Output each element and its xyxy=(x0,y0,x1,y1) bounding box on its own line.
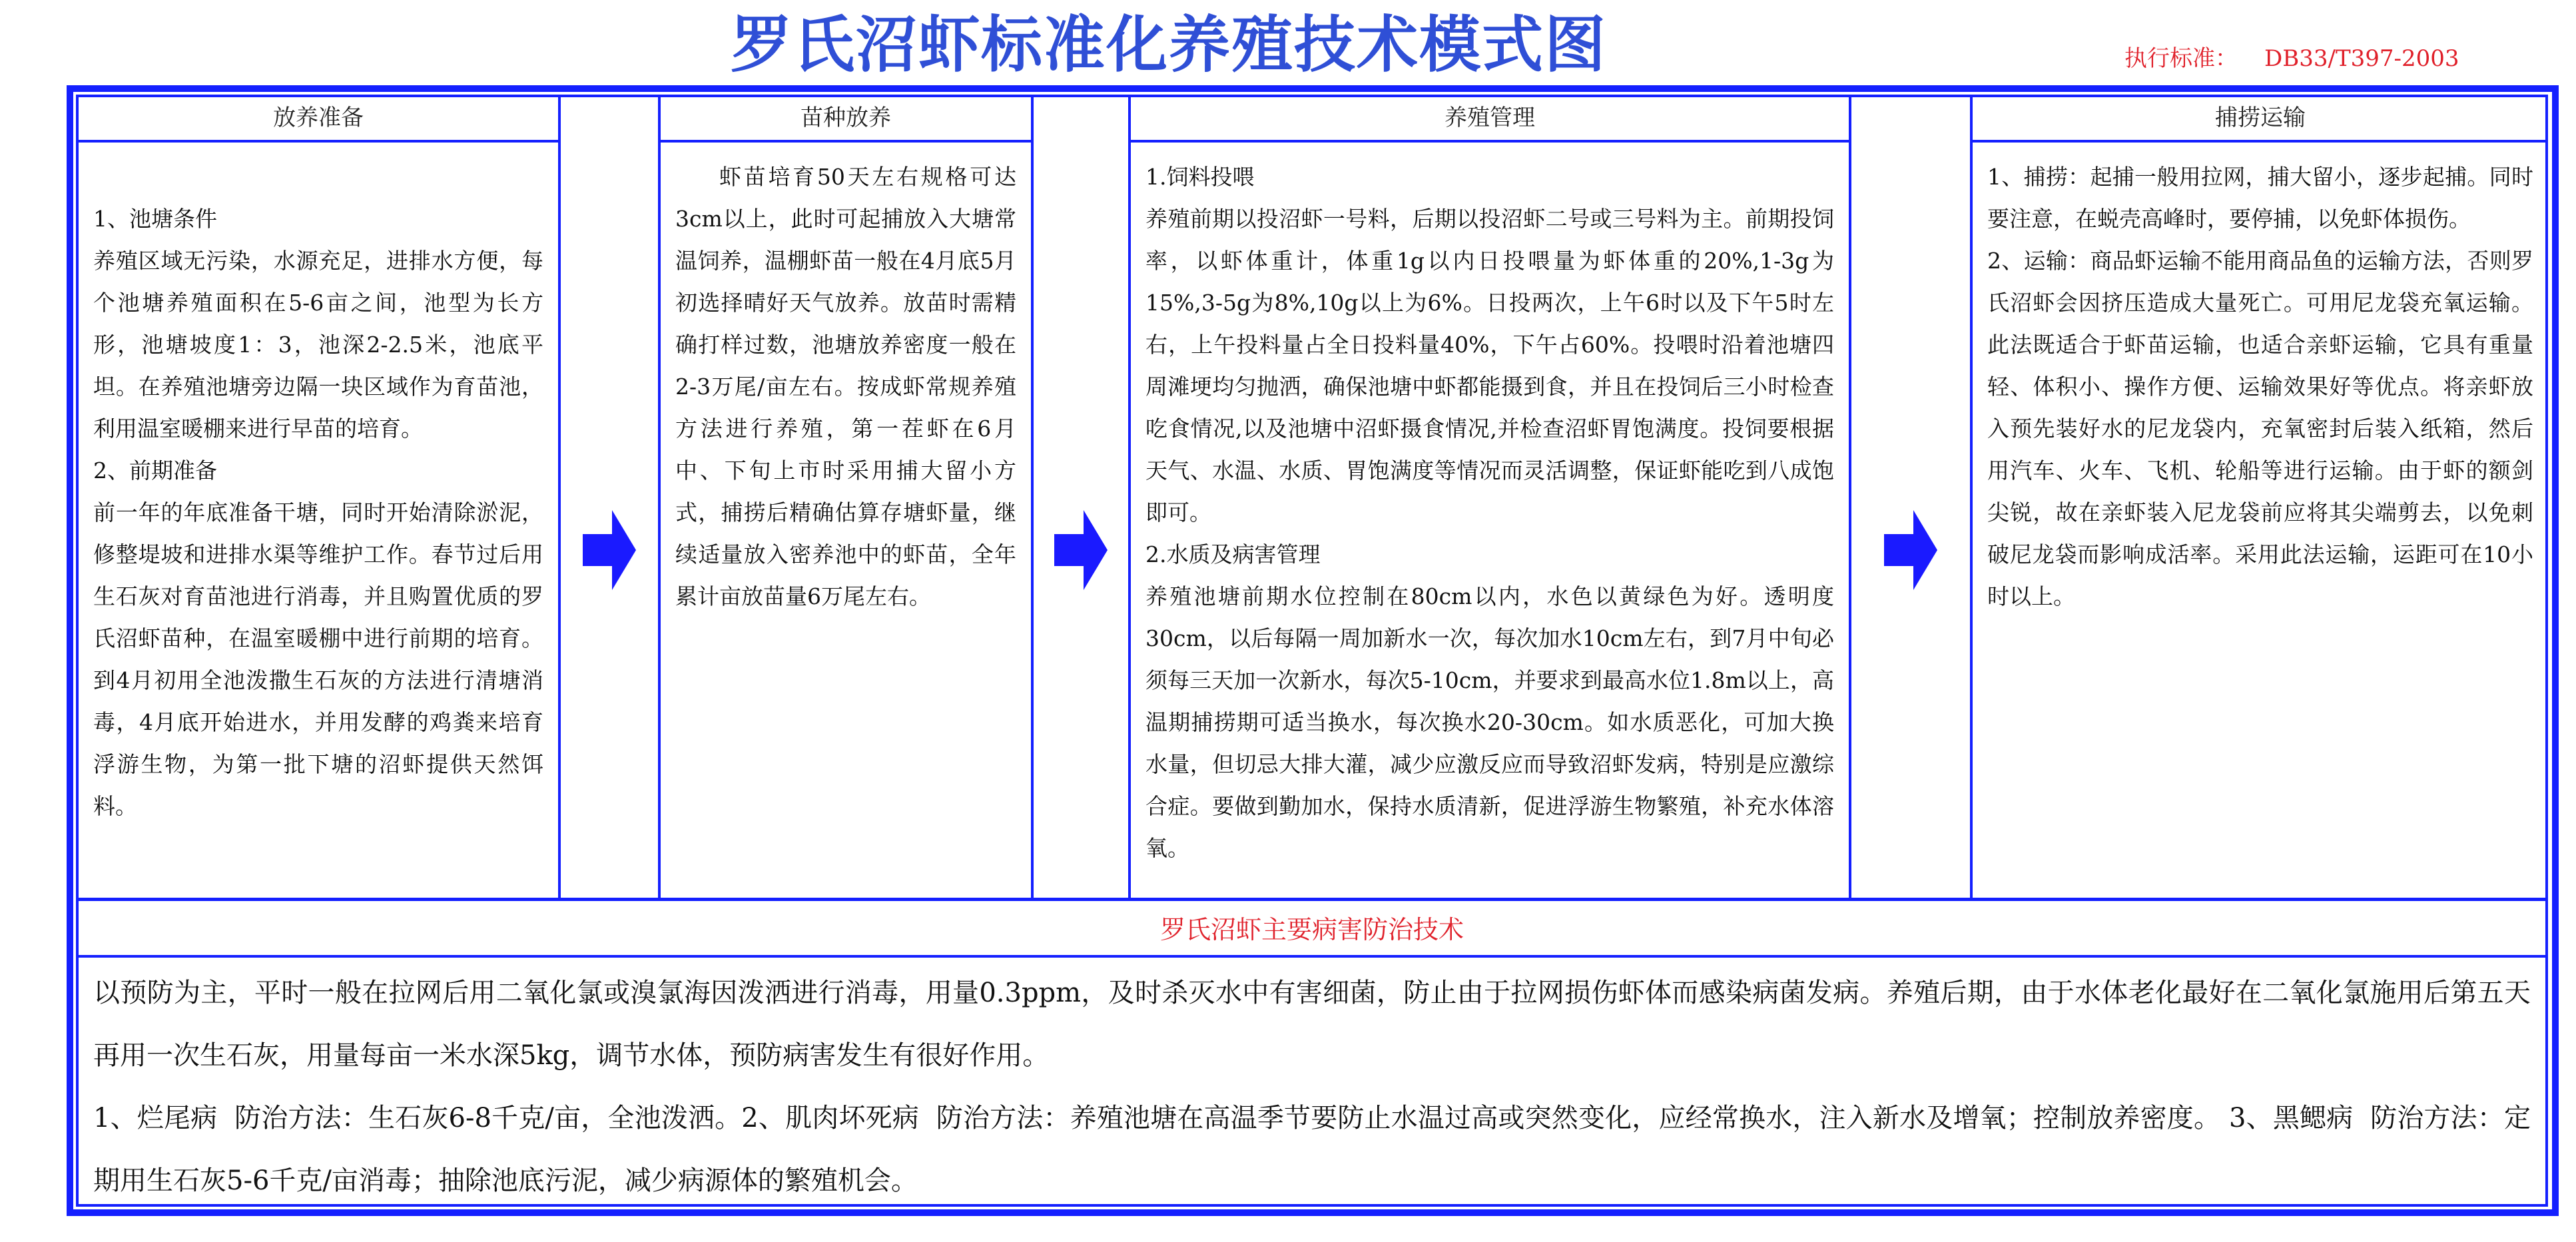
column-heading: 捕捞运输 xyxy=(1973,97,2548,143)
paragraph: 养殖前期以投沼虾一号料，后期以投沼虾二号或三号料为主。前期投饲率，以虾体重计，体重1g以内日投喂量为虾体重的20%,1-3g为15%,3-5g为8%,10g以上为6%。日投两次，上午6时以及下午5时左右，上午投料量占全日投料量40%，下午占60%。投喂时沿着池塘四周滩埂均匀抛洒，确保池塘中虾都能摄到食，并且在投饲后三小时检查吃食情况,以及池塘中沼虾摄食情况,并检查沼虾胃饱满度。投饲要根据天气、水温、水质、胃饱满度等情况而灵活调整，保证虾能吃到八成饱即可。 xyxy=(1145,206,1834,525)
paragraph-heading: 2.水质及病害管理 xyxy=(1145,541,1321,567)
column-culture-management xyxy=(1128,97,1851,900)
disease-section-body xyxy=(93,962,2531,1212)
column-stocking-preparation xyxy=(76,97,561,900)
paragraph-heading: 1、池塘条件 xyxy=(93,206,217,232)
paragraph: 虾苗培育50天左右规格可达3cm以上，此时可起捕放入大塘常温饲养，温棚虾苗一般在4月底5月初选择晴好天气放养。放苗时需精确打样过数，池塘放养密度一般在2-3万尾/亩左右。按成虾常规养殖方法进行养殖，第一茬虾在6月中、下旬上市时采用捕大留小方式，捕捞后精确估算存塘虾量，继续适量放入密养池中的虾苗，全年累计亩放苗量6万尾左右。 xyxy=(675,164,1016,609)
right-arrow-icon xyxy=(1884,510,1937,590)
paragraph: 2、运输：商品虾运输不能用商品鱼的运输方法，否则罗氏沼虾会因挤压造成大量死亡。可用尼龙袋充氧运输。此法既适合于虾苗运输，也适合亲虾运输，它具有重量轻、体积小、操作方便、运输效果好等优点。将亲虾放入预先装好水的尼龙袋内，充氧密封后装入纸箱，然后用汽车、火车、飞机、轮船等进行运输。由于虾的额剑尖锐，故在亲虾装入尼龙袋前应将其尖端剪去，以免刺破尼龙袋而影响成活率。采用此法运输，运距可在10小时以上。 xyxy=(1987,248,2533,609)
column-body xyxy=(79,143,558,840)
standard-label-text: 执行标准： xyxy=(2124,45,2238,72)
standard-code: DB33/T397-2003 xyxy=(2264,45,2459,72)
paragraph: 1、烂尾病 防治方法：生石灰6-8千克/亩，全池泼洒。2、肌肉坏死病 防治方法：养殖池塘在高温季节要防止水温过高或突然变化，应经常换水，注入新水及增氧；控制放养密度。 3、黑鳃病 防治方法：定期用生石灰5-6千克/亩消毒；抽除池底污泥，减少病源体的繁殖机会。 xyxy=(93,1103,2531,1196)
paragraph: 养殖池塘前期水位控制在80cm以内，水色以黄绿色为好。透明度30cm，以后每隔一周加新水一次，每次加水10cm左右，到7月中旬必须每三天加一次新水，每次5-10cm，并要求到最高水位1.8m以上，高温期捕捞期可适当换水，每次换水20-30cm。如水质恶化，可加大换水量，但切忌大排大灌，减少应激反应而导致沼虾发病，特别是应激综合症。要做到勤加水，保持水质清新，促进浮游生物繁殖，补充水体溶氧。 xyxy=(1145,583,1834,861)
right-arrow-icon xyxy=(583,510,636,590)
arrow-gap-2 xyxy=(1034,97,1128,900)
column-seedling-stocking xyxy=(658,97,1034,900)
disease-section-title: 罗氏沼虾主要病害防治技术 xyxy=(1159,915,1464,944)
right-arrow-icon xyxy=(1054,510,1108,590)
paragraph: 以预防为主，平时一般在拉网后用二氧化氯或溴氯海因泼洒进行消毒，用量0.3ppm，及时杀灭水中有害细菌，防止由于拉网损伤虾体而感染病菌发病。养殖后期，由于水体老化最好在二氧化氯施用后第五天再用一次生石灰，用量每亩一米水深5kg，调节水体，预防病害发生有很好作用。 xyxy=(93,978,2531,1071)
column-harvest-transport xyxy=(1970,97,2548,900)
standard-label xyxy=(2124,40,2459,73)
paragraph: 养殖区域无污染，水源充足，进排水方便，每个池塘养殖面积在5-6亩之间，池型为长方形，池塘坡度1：3，池深2-2.5米，池底平坦。在养殖池塘旁边隔一块区域作为育苗池，利用温室暖棚来进行早苗的培育。 xyxy=(93,248,543,442)
page-title: 罗氏沼虾标准化养殖技术模式图 xyxy=(730,9,1607,81)
paragraph xyxy=(93,156,543,198)
column-body xyxy=(1973,143,2548,631)
divider xyxy=(76,955,2548,958)
arrow-gap-1 xyxy=(561,97,658,900)
column-body xyxy=(1131,143,1849,882)
arrow-gap-3 xyxy=(1851,97,1970,900)
column-heading: 养殖管理 xyxy=(1131,97,1849,143)
column-heading: 苗种放养 xyxy=(661,97,1031,143)
paragraph: 前一年的年底准备干塘，同时开始清除淤泥，修整堤坡和进排水渠等维护工作。春节过后用生石灰对育苗池进行消毒，并且购置优质的罗氏沼虾苗种，在温室暖棚中进行前期的培育。到4月初用全池泼撒生石灰的方法进行清塘消毒，4月底开始进水，并用发酵的鸡粪来培育浮游生物，为第一批下塘的沼虾提供天然饵料。 xyxy=(93,499,543,819)
paragraph-heading: 1.饲料投喂 xyxy=(1145,164,1255,190)
divider xyxy=(76,898,2548,901)
paragraph: 1、捕捞：起捕一般用拉网，捕大留小，逐步起捕。同时要注意，在蜕壳高峰时，要停捕，以免虾体损伤。 xyxy=(1987,164,2533,232)
paragraph-heading: 2、前期准备 xyxy=(93,458,217,483)
column-heading: 放养准备 xyxy=(79,97,558,143)
column-body xyxy=(661,143,1031,631)
